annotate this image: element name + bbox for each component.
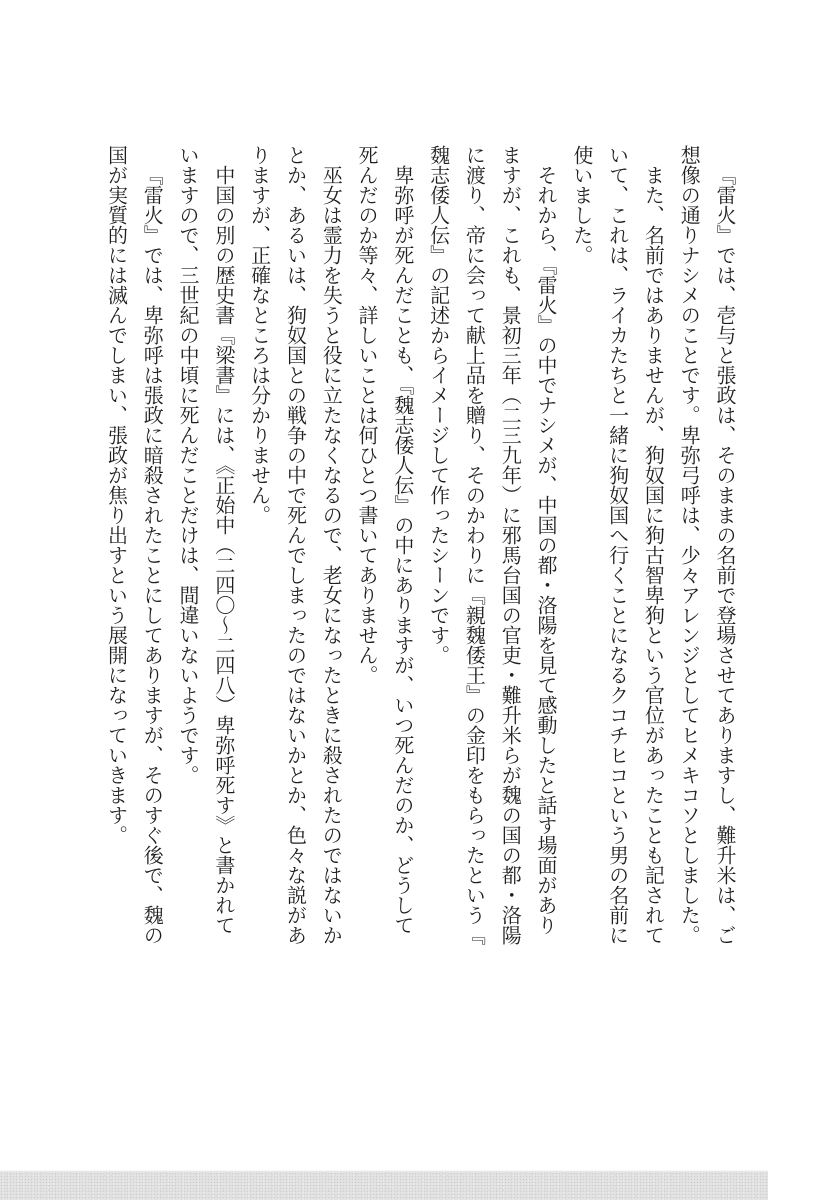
text-line: とか、あるいは、狗奴国との戦争の中で死んでしまったのではないかとか、色々な説があ [283, 145, 308, 945]
vertical-text-body [97, 145, 742, 945]
text-line: 『雷火』では、卑弥呼は張政に暗殺されたことにしてありますが、そのすぐ後で、魏の [140, 165, 165, 945]
paragraph-kukochihiko [563, 145, 670, 945]
text-line: 国が実質的には滅んでしまい、張政が焦り出すという展開になっていきます。 [104, 145, 129, 845]
paragraph-liang-shu [169, 145, 241, 945]
text-line: りますが、正確なところは分かりません。 [247, 145, 272, 525]
text-line: ますが、これも、景初三年（二三九年）に邪馬台国の官吏・難升米らが魏の国の都・洛陽 [498, 145, 523, 945]
paragraph-theories [241, 145, 348, 945]
text-line: 中国の別の歴史書『梁書』には、《正始中（二四〇〜二四八）卑弥呼死す》と書かれて [211, 165, 236, 935]
text-line: 使いました。 [569, 145, 594, 265]
text-line: それから、『雷火』の中でナシメが、中国の都・洛陽を見て感動したと話す場面があり [534, 165, 559, 935]
paragraph-raika-plot [98, 145, 170, 945]
paragraph-himiko-death [348, 145, 420, 945]
text-line: また、名前ではありませんが、狗奴国に狗古智卑狗という官位があったことも記されて [641, 165, 666, 945]
text-line: 魏志倭人伝』の記述からイメージして作ったシーンです。 [426, 145, 451, 665]
text-line: 卑弥呼が死んだことも、『魏志倭人伝』の中にありますが、いつ死んだのか、どうして [390, 165, 415, 935]
text-line: いて、これは、ライカたちと一緒に狗奴国へ行くことになるクコチヒコという男の名前に [605, 145, 630, 945]
text-line: 巫女は霊力を失うと役に立たなくなるので、老女になったときに殺されたのではないか [319, 165, 344, 945]
scan-edge-band [0, 1172, 768, 1200]
text-line: 『雷火』では、壱与と張政は、そのままの名前で登場させてありますし、難升米は、ご [713, 165, 737, 945]
paragraph-luoyang-scene [420, 145, 563, 945]
text-line: 死んだのか等々、詳しいことは何ひとつ書いてありません。 [355, 145, 380, 685]
text-line: 想像の通りナシメのことです。卑弥弓呼は、少々アレンジとしてヒメキコソとしました。 [677, 145, 702, 945]
paragraph-raika-names [670, 145, 742, 945]
text-line: いますので、三世紀の中頃に死んだことだけは、間違いないようです。 [176, 145, 201, 785]
text-line: に渡り、帝に会って献上品を贈り、そのかわりに『親魏倭王』の金印をもらったという『 [462, 145, 487, 945]
